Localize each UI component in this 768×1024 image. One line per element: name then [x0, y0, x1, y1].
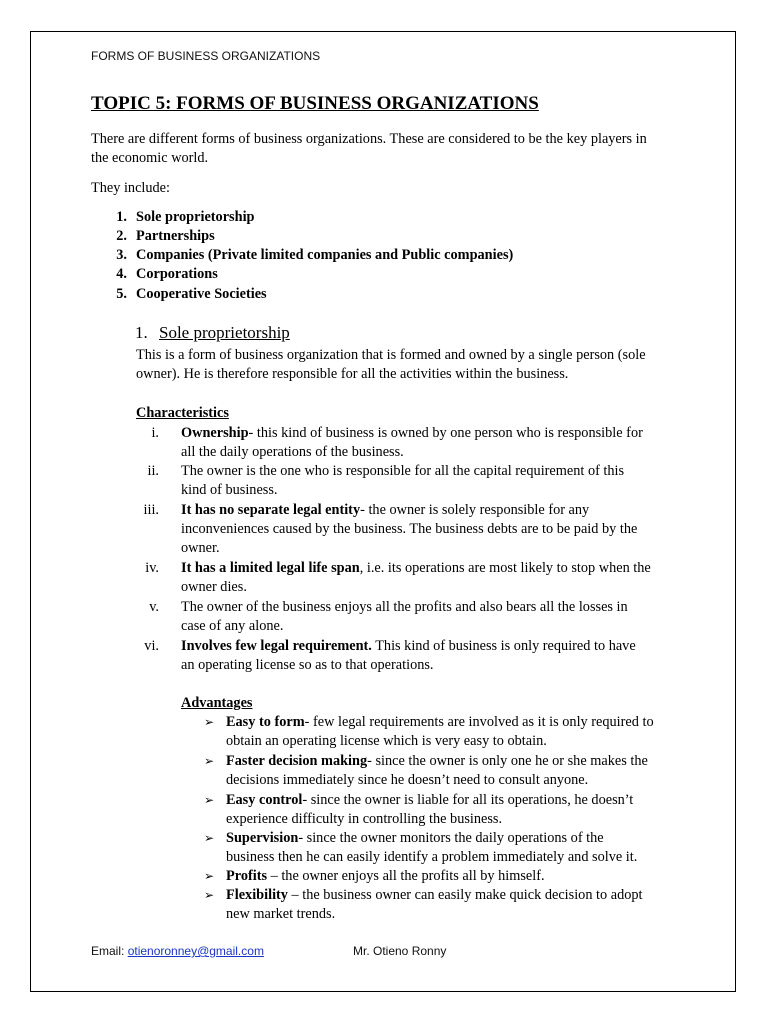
list-item: It has a limited legal life span, i.e. its operations are most likely to stop when the	[181, 560, 651, 576]
list-item-number: 2.	[116, 228, 127, 244]
list-item: Flexibility – the business owner can easily make quick decision to adopt	[226, 887, 643, 903]
list-item-number: i.	[151, 425, 159, 441]
arrow-bullet-icon: ➢	[204, 831, 215, 845]
email-label: Email:	[91, 944, 128, 958]
list-item-number: 5.	[116, 286, 127, 302]
list-item: Supervision- since the owner monitors the daily operations of the	[226, 830, 604, 846]
arrow-bullet-icon: ➢	[204, 715, 215, 729]
list-item-number: 4.	[116, 266, 127, 282]
footer-author: Mr. Otieno Ronny	[353, 944, 447, 958]
section-desc-line-1: This is a form of business organization that is formed and owned by a single person (sole	[136, 347, 646, 363]
arrow-bullet-icon: ➢	[204, 869, 215, 883]
list-item-number: vi.	[144, 638, 159, 654]
list-item: Companies (Private limited companies and Public companies)	[136, 247, 514, 263]
characteristics-heading: Characteristics	[136, 405, 229, 421]
list-item: Easy control- since the owner is liable for all its operations, he doesn’t	[226, 792, 634, 808]
intro-line-1: There are different forms of business organizations. These are considered to be the key players in	[91, 131, 647, 147]
arrow-bullet-icon: ➢	[204, 754, 215, 768]
intro-they-include: They include:	[91, 180, 171, 196]
list-item: Easy to form- few legal requirements are involved as it is only required to	[226, 714, 654, 730]
list-item-continuation: owner.	[181, 540, 220, 556]
list-item-number: v.	[149, 599, 159, 615]
list-item-continuation: an operating license so as to that operations.	[181, 657, 434, 673]
advantages-heading: Advantages	[181, 695, 253, 711]
list-item-continuation: case of any alone.	[181, 618, 284, 634]
list-item: Faster decision making- since the owner is only one he or she makes the	[226, 753, 648, 769]
list-item: Partnerships	[136, 228, 215, 244]
list-item: It has no separate legal entity- the owner is solely responsible for any	[181, 502, 590, 518]
list-item-number: ii.	[147, 463, 159, 479]
list-item-continuation: new market trends.	[226, 906, 336, 922]
list-item: Cooperative Societies	[136, 286, 267, 302]
list-item-number: iv.	[145, 560, 159, 576]
section-desc-line-2: owner). He is therefore responsible for all the activities within the business.	[136, 366, 569, 382]
intro-line-2: the economic world.	[91, 150, 209, 166]
list-item: The owner of the business enjoys all the profits and also bears all the losses in	[181, 599, 628, 615]
email-link[interactable]: otienoronney@gmail.com	[127, 944, 264, 958]
arrow-bullet-icon: ➢	[204, 888, 215, 902]
section-number: 1.	[135, 323, 148, 342]
arrow-bullet-icon: ➢	[204, 793, 215, 807]
list-item-number: 3.	[116, 247, 127, 263]
list-item: Involves few legal requirement. This kind of business is only required to have	[181, 638, 636, 654]
list-item-continuation: inconveniences caused by the business. The business debts are to be paid by the	[181, 521, 638, 537]
list-item-continuation: owner dies.	[181, 579, 247, 595]
list-item-continuation: all the daily operations of the business.	[181, 444, 404, 460]
list-item: Corporations	[136, 266, 218, 282]
list-item: Profits – the owner enjoys all the profits all by himself.	[226, 868, 545, 884]
list-item: The owner is the one who is responsible for all the capital requirement of this	[181, 463, 625, 479]
list-item: Sole proprietorship	[136, 209, 255, 225]
running-header: FORMS OF BUSINESS ORGANIZATIONS	[91, 49, 321, 63]
list-item-continuation: business then he can easily identify a problem immediately and solve it.	[226, 849, 638, 865]
list-item-continuation: experience difficulty in controlling the business.	[226, 811, 503, 827]
list-item-continuation: kind of business.	[181, 482, 278, 498]
list-item-number: iii.	[143, 502, 159, 518]
list-item-continuation: obtain an operating license which is very easy to obtain.	[226, 733, 547, 749]
document-page	[30, 31, 736, 992]
list-item-number: 1.	[116, 209, 127, 225]
list-item-continuation: decisions immediately since he doesn’t need to consult anyone.	[226, 772, 589, 788]
list-item: Ownership- this kind of business is owned by one person who is responsible for	[181, 425, 643, 441]
section-heading: Sole proprietorship	[159, 323, 290, 342]
footer-email	[91, 944, 264, 958]
page-title: TOPIC 5: FORMS OF BUSINESS ORGANIZATIONS	[91, 93, 539, 114]
